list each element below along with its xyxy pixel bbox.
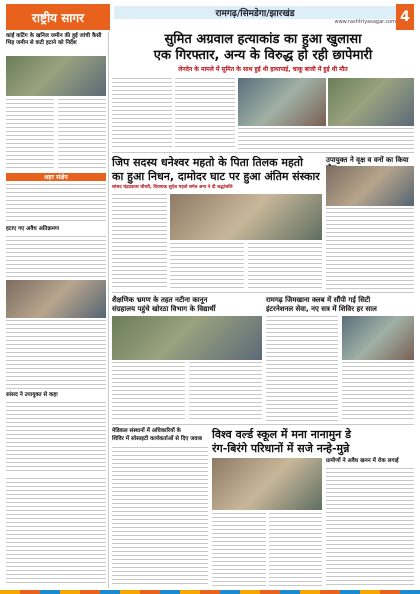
body-text xyxy=(112,78,172,150)
body-text xyxy=(248,243,322,290)
body-text xyxy=(326,208,414,290)
photo-lead-2 xyxy=(328,78,414,126)
photo-story-g xyxy=(212,458,322,510)
body-text xyxy=(238,128,414,150)
photo-story-b xyxy=(326,166,414,206)
headline-left-2: सांसद ने उपायुक्त से कहा xyxy=(6,392,58,398)
story-c-headline-2: संग्रहालय पहुंचे खोरठा विभाग के विद्यार्थी xyxy=(112,305,216,313)
photo-top-left xyxy=(6,56,106,96)
page-number: 4 xyxy=(396,4,414,30)
body-text xyxy=(112,194,167,290)
body-text xyxy=(112,447,208,586)
body-text xyxy=(6,402,106,472)
story-a-sub: सांसद चंद्रप्रकाश चौधरी, विधायक सुदेश महतो समेत अन्य ने दी श्रद्धांजलि xyxy=(112,185,233,190)
body-text xyxy=(6,184,106,224)
body-text xyxy=(6,478,106,586)
story-g-headline-2: रंग-बिरंगे परिधानों में सजे नन्हे-मुन्ने xyxy=(212,442,350,455)
photo-story-d xyxy=(342,316,414,360)
story-d-headline-2: इंटरनेशनल सेवा, नए सत्र में शिविर हर साल xyxy=(266,305,377,313)
column-rule xyxy=(108,32,109,588)
story-c-headline-1: शैक्षणिक भ्रमण के तहत नटीना कानून xyxy=(112,296,208,304)
body-text xyxy=(6,236,106,278)
body-text xyxy=(175,78,235,150)
story-f-headline-1: मेडिकल संस्थानों में अधिकारियों के xyxy=(112,428,181,434)
lead-headline-1: सुमित अग्रवाल हत्याकांड का हुआ खुलासा xyxy=(164,32,362,47)
lead-headline-2: एक गिरफ्तार, अन्य के विरुद्ध हो रही छापेमारी xyxy=(153,48,373,63)
masthead xyxy=(6,4,414,30)
body-text xyxy=(326,468,414,586)
section-rule xyxy=(112,424,414,425)
story-a-headline-2: का हुआ निधन, दामोदर घाट पर हुआ अंतिम संस्कार xyxy=(112,170,320,183)
section-rule xyxy=(112,152,414,153)
body-text xyxy=(58,99,106,171)
body-text xyxy=(266,316,338,422)
body-text xyxy=(6,320,106,390)
story-b-headline: उपायुक्त ने वृक्ष व वनों का किया xyxy=(326,156,409,164)
body-text xyxy=(6,99,54,171)
photo-mid-left xyxy=(6,280,106,318)
date-line: www.rashtriyasagar.com xyxy=(334,19,396,25)
photo-story-a xyxy=(170,194,322,240)
lead-subheadline: लेनदेन के मामले में सुमित के साथ हुई थी हाथापाई, चाकू बाजी में हुई थी मौत xyxy=(178,66,348,73)
body-text xyxy=(189,362,262,422)
headline-top-left: कांई कटिंग के खनिज जमीन की हुई जांची कैसी भिड़ जमीन से कटी हटाने को निर्देश xyxy=(6,33,102,46)
story-a-headline-1: जिप सदस्य धनेश्वर महतो के पिता तिलक महतो xyxy=(112,156,303,169)
brand-logo: राष्ट्रीय सागर xyxy=(6,4,110,30)
photo-story-c xyxy=(112,316,262,360)
story-f-headline-2: शिविर में सोसाइटी कार्यकर्ताओं से दिए जवाब xyxy=(112,436,202,442)
story-d-headline-1: रामगढ़ जिमखाना क्लब में सौंपी गई सिटी xyxy=(266,296,371,304)
story-h-headline: ग्रामीणों ने अवैध खनन में रोक लगाई xyxy=(326,458,399,464)
body-text xyxy=(112,362,185,422)
story-g-headline-1: विश्व वर्ल्ड स्कूल में मना नानामुन डे xyxy=(212,428,352,441)
body-text xyxy=(212,513,266,586)
body-text xyxy=(269,513,322,586)
section-title: रामगढ़/सिमडेगा/झारखंड xyxy=(114,6,396,19)
body-text xyxy=(170,243,244,290)
photo-lead xyxy=(238,78,326,126)
footer-strip xyxy=(0,590,420,594)
section-rule xyxy=(112,292,414,293)
brief-bar: शहर संक्षेप xyxy=(6,173,106,181)
body-text xyxy=(342,362,414,422)
headline-mid-left: हटाए गए अवैध अतिक्रमण xyxy=(6,226,59,232)
